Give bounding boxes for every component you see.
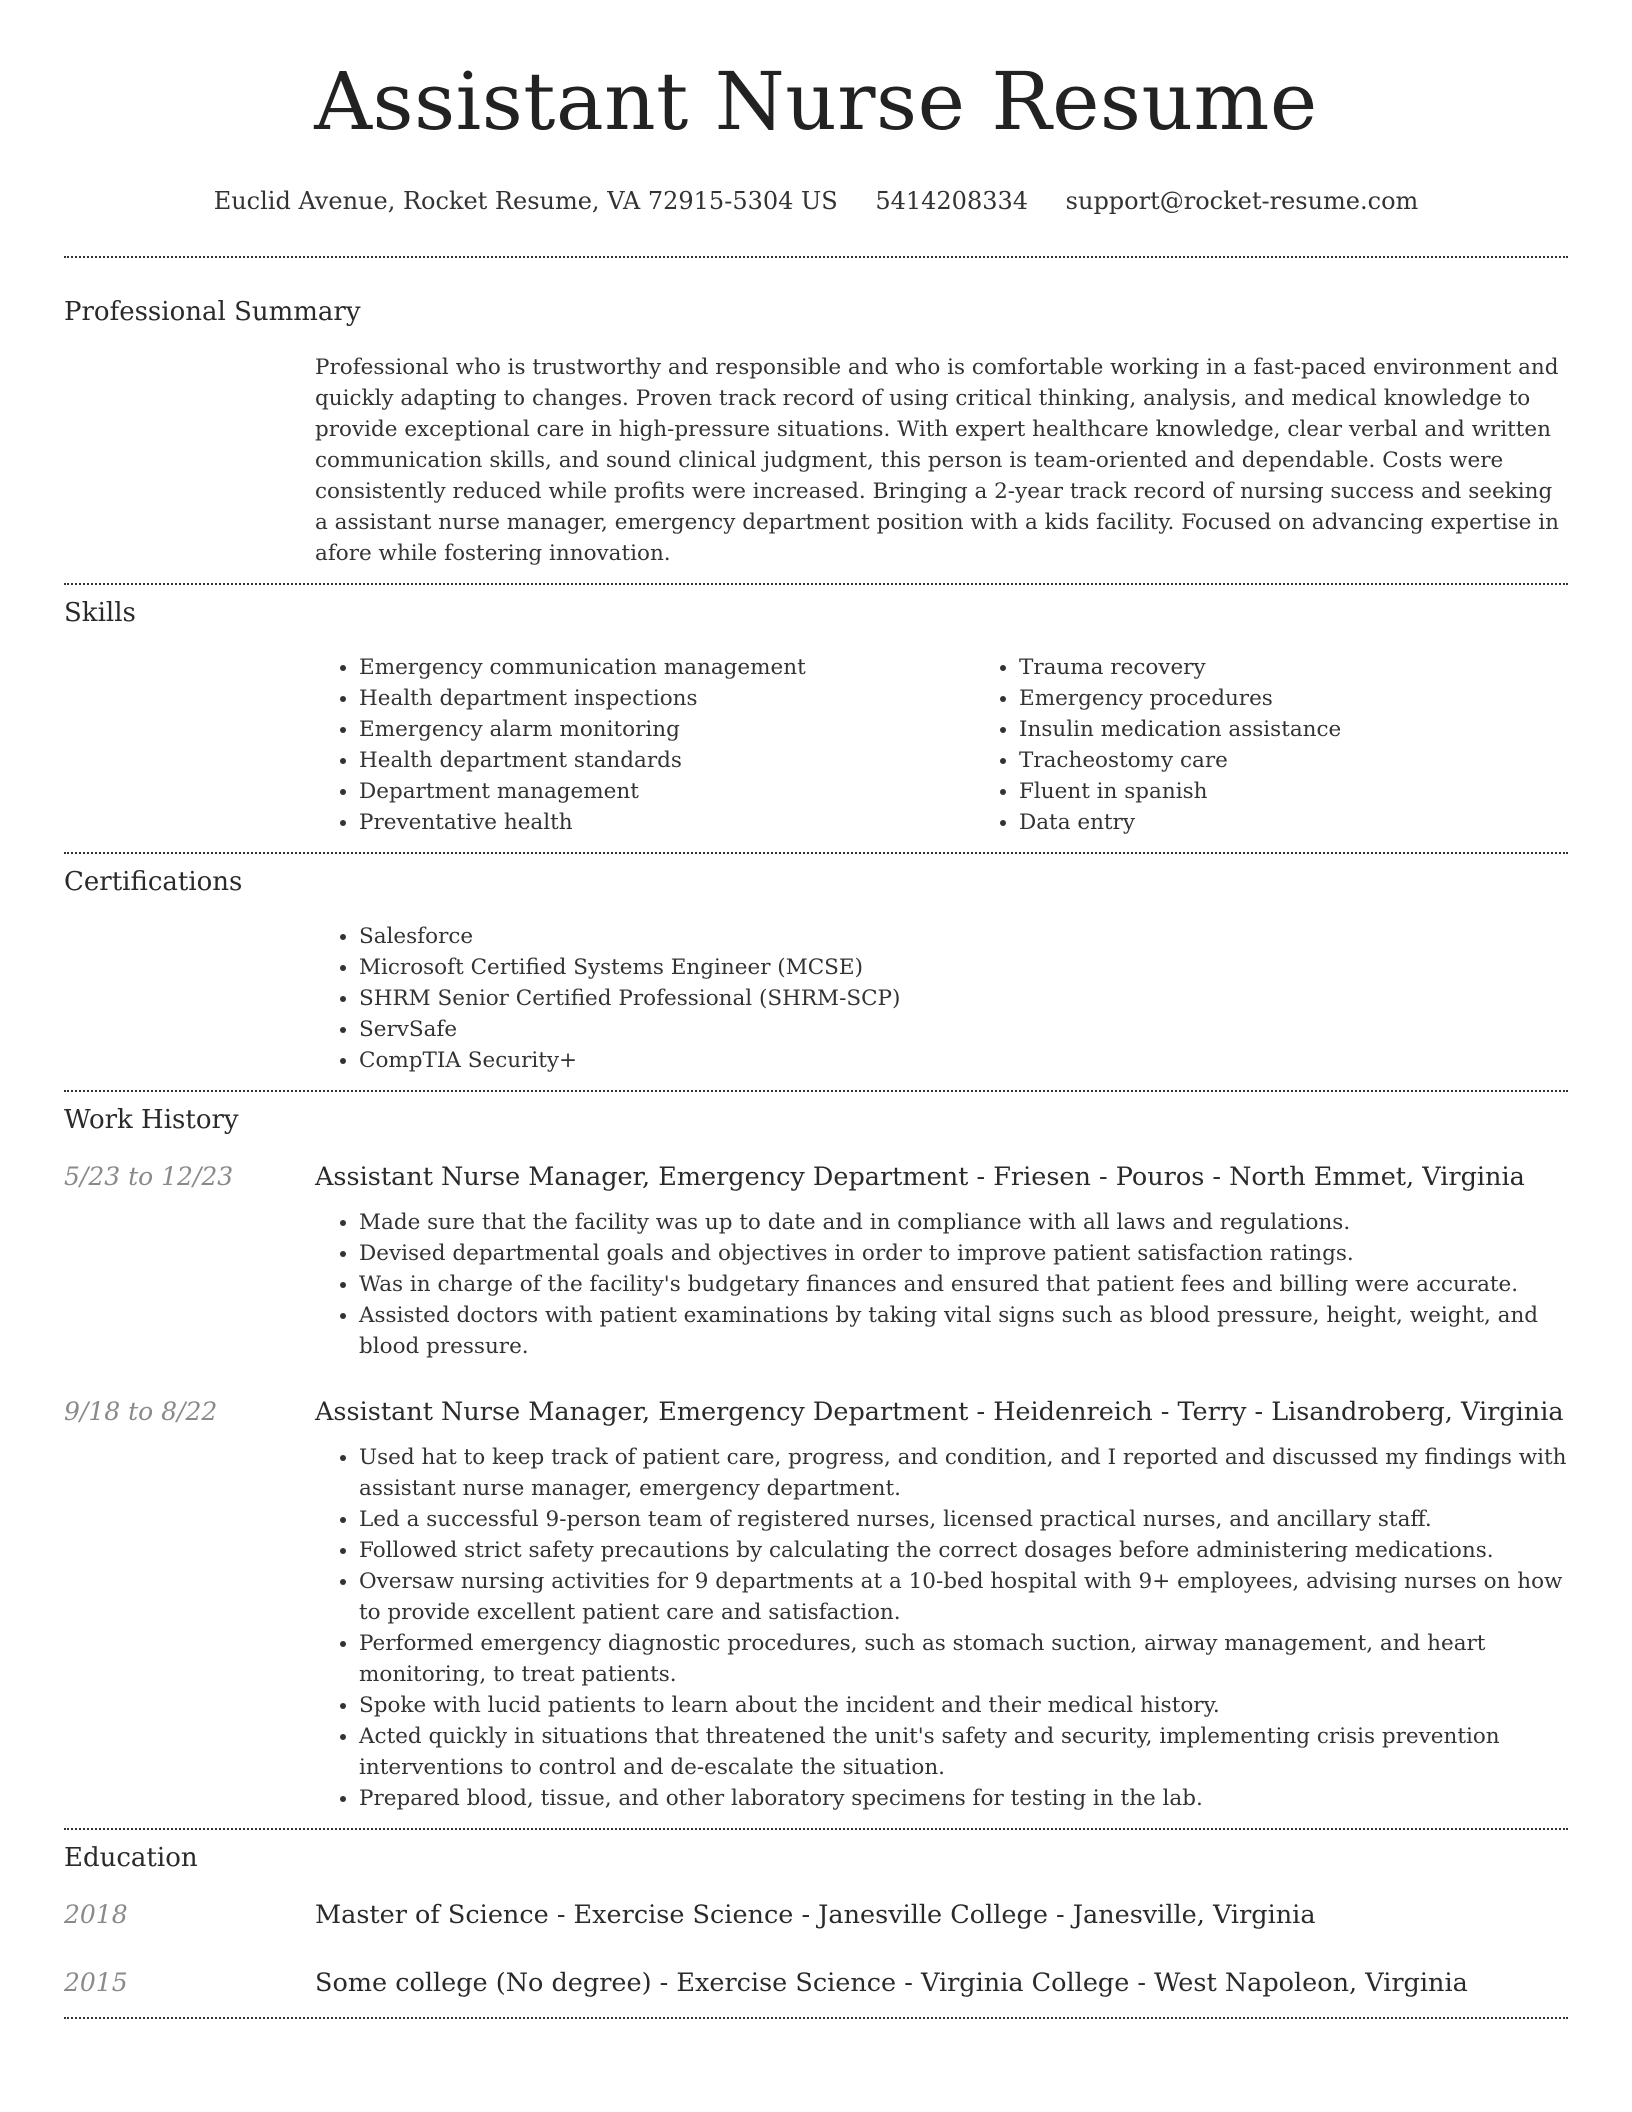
education-section — [64, 1842, 1568, 1999]
skills-list — [315, 652, 1568, 838]
certifications-section — [64, 866, 1568, 1076]
summary-heading: Professional Summary — [64, 297, 361, 327]
job-entry — [64, 1396, 1568, 1814]
contact-phone: 5414208334 — [875, 187, 1029, 215]
skill-item: • Health department inspections — [359, 683, 975, 714]
skills-heading: Skills — [64, 598, 136, 628]
skill-item: • Preventative health — [359, 807, 975, 838]
certification-item: • CompTIA Security+ — [359, 1045, 1568, 1076]
skill-item: • Emergency communication management — [359, 652, 975, 683]
job-bullet: • Used hat to keep track of patient care, progress, and condition, and I reported and discussed my findings with assistant nurse manager, emergency department. — [359, 1442, 1568, 1504]
section-divider — [64, 583, 1568, 585]
section-divider — [64, 852, 1568, 854]
skill-item: • Department management — [359, 776, 975, 807]
job-bullet: • Spoke with lucid patients to learn about the incident and their medical history. — [359, 1690, 1568, 1721]
skill-item: • Tracheostomy care — [1019, 745, 1341, 776]
skill-item: • Insulin medication assistance — [1019, 714, 1341, 745]
job-bullet: • Led a successful 9-person team of registered nurses, licensed practical nurses, and ancillary staff. — [359, 1504, 1568, 1535]
summary-section — [64, 296, 1568, 569]
skill-item: • Emergency alarm monitoring — [359, 714, 975, 745]
skills-column-left — [315, 652, 975, 838]
job-bullet: • Devised departmental goals and objectives in order to improve patient satisfaction ratings. — [359, 1238, 1568, 1269]
summary-text: Professional who is trustworthy and responsible and who is comfortable working in a fast-paced environment and quickly adapting to changes. Proven track record of using critical thinking, analysis, and medical knowledge to provide exceptional care in high-pressure situations. With expert healthcare knowledge, clear verbal and written communication skills, and sound clinical judgment, this person is team-oriented and dependable. Costs were consistently reduced while profits were increased. Bringing a 2-year track record of nursing success and seeking a assistant nurse manager, emergency department position with a kids facility. Focused on advancing expertise in afore while fostering innovation. — [315, 355, 1559, 566]
resume-name: Assistant Nurse Resume — [314, 55, 1318, 148]
section-divider — [64, 1090, 1568, 1092]
job-bullet: • Prepared blood, tissue, and other laboratory specimens for testing in the lab. — [359, 1783, 1568, 1814]
job-bullet: • Performed emergency diagnostic procedures, such as stomach suction, airway management, and heart monitoring, to treat patients. — [359, 1628, 1568, 1690]
work-history-section — [64, 1104, 1568, 1814]
job-bullets — [315, 1442, 1568, 1814]
section-divider — [64, 2017, 1568, 2019]
work-history-heading: Work History — [64, 1105, 239, 1135]
skills-section — [64, 597, 1568, 838]
job-entry — [64, 1161, 1568, 1362]
education-title: Some college (No degree) - Exercise Science - Virginia College - West Napoleon, Virginia — [315, 1968, 1468, 1998]
education-year: 2015 — [64, 1968, 128, 1997]
section-divider — [64, 256, 1568, 258]
job-title: Assistant Nurse Manager, Emergency Department - Heidenreich - Terry - Lisandroberg, Virginia — [315, 1397, 1564, 1427]
certification-item: • Salesforce — [359, 921, 1568, 952]
job-dates: 5/23 to 12/23 — [64, 1162, 234, 1191]
job-bullet: • Assisted doctors with patient examinations by taking vital signs such as blood pressure, height, weight, and blood pressure. — [359, 1300, 1568, 1362]
certification-item: • SHRM Senior Certified Professional (SHRM-SCP) — [359, 983, 1568, 1014]
job-dates: 9/18 to 8/22 — [64, 1397, 218, 1426]
job-bullet: • Made sure that the facility was up to date and in compliance with all laws and regulations. — [359, 1207, 1568, 1238]
education-entry — [64, 1967, 1568, 1999]
skill-item: • Data entry — [1019, 807, 1341, 838]
certifications-heading: Certifications — [64, 867, 243, 897]
education-title: Master of Science - Exercise Science - Janesville College - Janesville, Virginia — [315, 1900, 1316, 1930]
contact-email: support@rocket-resume.com — [1065, 187, 1419, 215]
education-year: 2018 — [64, 1900, 128, 1929]
certifications-list — [315, 921, 1568, 1076]
skill-item: • Health department standards — [359, 745, 975, 776]
contact-line — [64, 186, 1568, 216]
job-bullet: • Was in charge of the facility's budgetary finances and ensured that patient fees and billing were accurate. — [359, 1269, 1568, 1300]
skill-item: • Trauma recovery — [1019, 652, 1341, 683]
job-title: Assistant Nurse Manager, Emergency Department - Friesen - Pouros - North Emmet, Virginia — [315, 1162, 1525, 1192]
education-entry — [64, 1899, 1568, 1931]
job-bullets — [315, 1207, 1568, 1362]
certification-item: • ServSafe — [359, 1014, 1568, 1045]
skills-column-right — [975, 652, 1341, 838]
job-bullet: • Oversaw nursing activities for 9 departments at a 10-bed hospital with 9+ employees, advising nurses on how to provide excellent patient care and satisfaction. — [359, 1566, 1568, 1628]
certification-item: • Microsoft Certified Systems Engineer (MCSE) — [359, 952, 1568, 983]
section-divider — [64, 1828, 1568, 1830]
skill-item: • Fluent in spanish — [1019, 776, 1341, 807]
job-bullet: • Acted quickly in situations that threatened the unit's safety and security, implementing crisis prevention interventions to control and de-escalate the situation. — [359, 1721, 1568, 1783]
education-heading: Education — [64, 1843, 198, 1873]
contact-address: Euclid Avenue, Rocket Resume, VA 72915-5304 US — [213, 187, 838, 215]
skill-item: • Emergency procedures — [1019, 683, 1341, 714]
job-bullet: • Followed strict safety precautions by calculating the correct dosages before administering medications. — [359, 1535, 1568, 1566]
